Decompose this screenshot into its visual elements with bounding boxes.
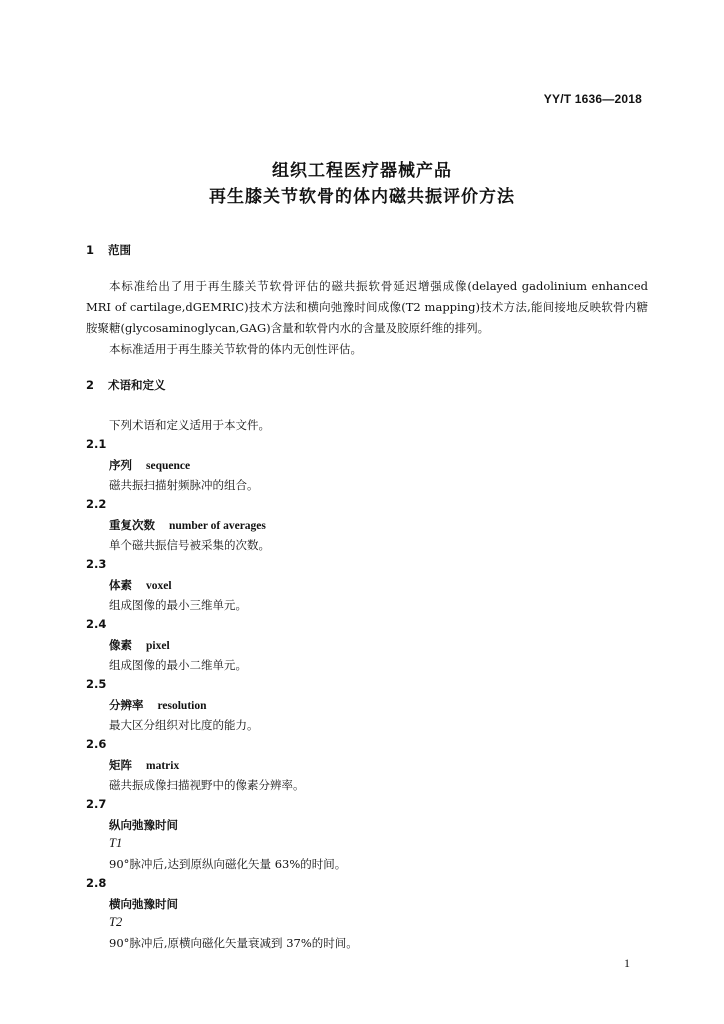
term-number: 2.4 — [86, 617, 107, 631]
term-number: 2.8 — [86, 876, 107, 890]
term-name: 序列 — [109, 458, 132, 472]
term-name: 体素 — [109, 578, 132, 592]
term-english: voxel — [146, 580, 172, 592]
term-entry — [109, 577, 172, 593]
term-definition: 组成图像的最小三维单元。 — [109, 598, 247, 612]
term-definition: 磁共振成像扫描视野中的像素分辨率。 — [109, 778, 305, 792]
document-title-line1: 组织工程医疗器械产品 — [272, 161, 452, 181]
term-name: 分辨率 — [109, 698, 144, 712]
scope-paragraph-2: 本标准适用于再生膝关节软骨的体内无创性评估。 — [109, 342, 362, 356]
term-number: 2.2 — [86, 497, 107, 511]
term-entry — [109, 697, 207, 713]
term-name: 横向弛豫时间 — [109, 897, 178, 911]
term-english: pixel — [146, 640, 170, 652]
section-number: 2 — [86, 378, 95, 392]
term-symbol-text: T1 — [109, 836, 123, 850]
term-english: matrix — [146, 760, 180, 772]
section-title: 术语和定义 — [108, 378, 166, 392]
section-heading-scope — [86, 242, 131, 258]
term-number: 2.5 — [86, 677, 107, 691]
term-number: 2.1 — [86, 437, 107, 451]
term-name: 重复次数 — [109, 518, 155, 532]
term-definition: 90°脉冲后,原横向磁化矢量衰减到 37%的时间。 — [109, 936, 358, 950]
page-number: 1 — [624, 956, 630, 970]
terms-intro: 下列术语和定义适用于本文件。 — [109, 418, 270, 432]
section-number: 1 — [86, 243, 95, 257]
term-entry — [109, 457, 190, 473]
term-name: 矩阵 — [109, 758, 132, 772]
term-entry — [109, 517, 266, 533]
scope-paragraph-1: 本标准给出了用于再生膝关节软骨评估的磁共振软骨延迟增强成像(delayed gadolinium enhanced MRI of cartilage,dGEMRIC)技术方法和横向弛豫时间成像(T2 mapping)技术方法,能间接地反映软骨内糖胺聚糖(glycosaminoglycan,GAG)含量和软骨内水的含量及胶原纤维的排列。 — [86, 279, 648, 335]
term-symbol — [109, 915, 122, 930]
term-english: sequence — [146, 460, 191, 472]
term-name: 纵向弛豫时间 — [109, 818, 178, 832]
term-entry — [109, 757, 179, 773]
term-entry — [109, 637, 170, 653]
term-number: 2.3 — [86, 557, 107, 571]
term-english: resolution — [157, 700, 207, 712]
standard-code: YY/T 1636—2018 — [543, 92, 642, 106]
term-definition: 最大区分组织对比度的能力。 — [109, 718, 259, 732]
term-number: 2.6 — [86, 737, 107, 751]
term-definition: 单个磁共振信号被采集的次数。 — [109, 538, 270, 552]
term-number: 2.7 — [86, 797, 107, 811]
term-name: 像素 — [109, 638, 132, 652]
term-entry — [109, 896, 178, 912]
section-title: 范围 — [108, 243, 131, 257]
term-definition: 90°脉冲后,达到原纵向磁化矢量 63%的时间。 — [109, 857, 347, 871]
term-symbol-text: T2 — [109, 915, 123, 929]
document-title-line2: 再生膝关节软骨的体内磁共振评价方法 — [209, 187, 515, 207]
term-symbol — [109, 836, 122, 851]
term-entry — [109, 817, 178, 833]
section-heading-terms — [86, 377, 166, 393]
term-definition: 组成图像的最小二维单元。 — [109, 658, 247, 672]
term-english: number of averages — [169, 520, 266, 532]
term-definition: 磁共振扫描射频脉冲的组合。 — [109, 478, 259, 492]
